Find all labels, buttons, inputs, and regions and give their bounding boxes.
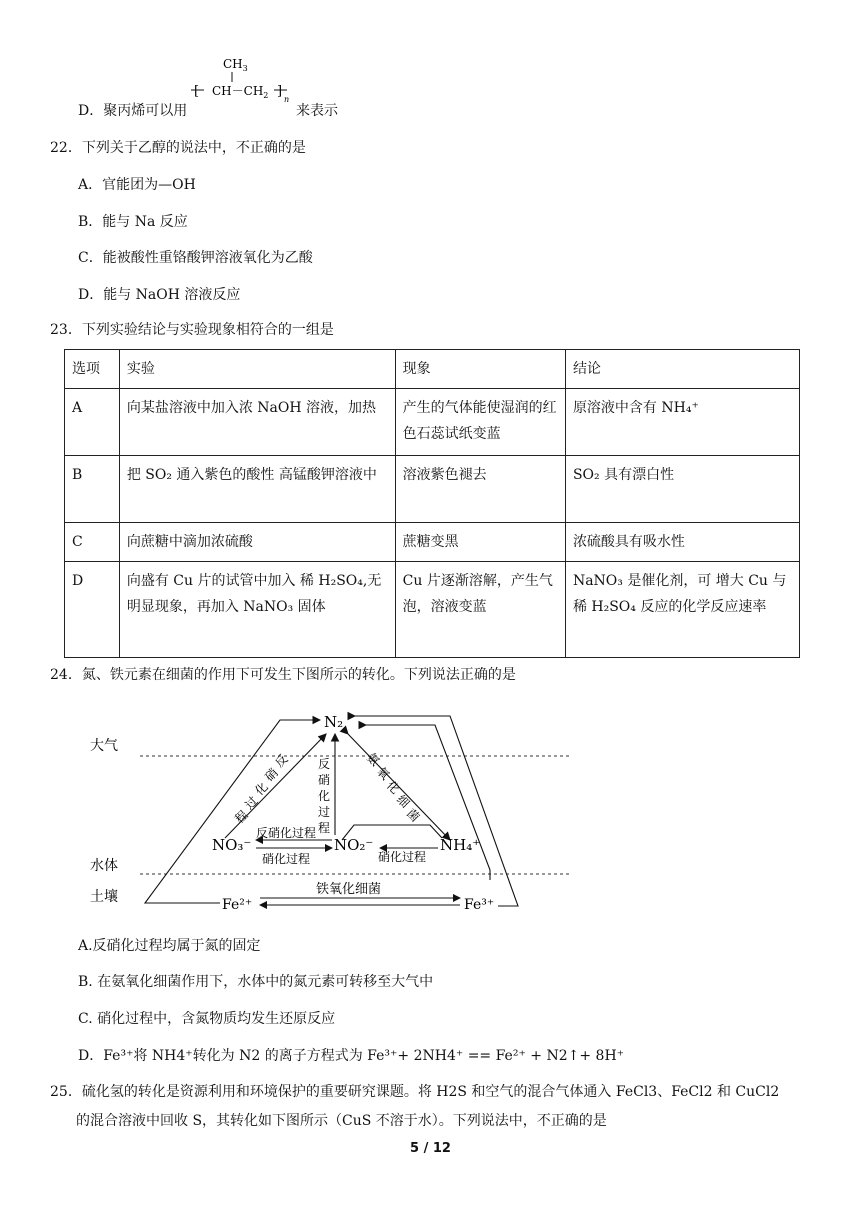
label-nit-horizontal-1: 硝化过程 xyxy=(262,852,311,866)
q25-line-2: 的混合溶液中回收 S，其转化如下图所示（CuS 不溶于水）。下列说法中，不正确的是 xyxy=(76,1113,607,1129)
row-experiment: 向某盐溶液中加入浓 NaOH 溶液，加热 xyxy=(119,389,395,456)
svg-text:氨: 氨 xyxy=(363,750,383,769)
svg-text:程: 程 xyxy=(318,821,331,835)
q25-line-1: 25．硫化氢的转化是资源利用和环境保护的重要研究课题。将 H2S 和空气的混合气体通入 FeCl3、FeCl2 和 CuCl2 xyxy=(50,1084,780,1100)
row-option: C xyxy=(65,523,120,562)
label-soil: 土壤 xyxy=(90,889,118,905)
row-experiment: 向盛有 Cu 片的试管中加入 稀 H₂SO₄,无明显现象，再加入 NaNO₃ 固体 xyxy=(119,562,395,658)
q23-stem: 23．下列实验结论与实验现象相符合的一组是 xyxy=(50,322,334,338)
table-row xyxy=(65,562,800,658)
svg-text:细: 细 xyxy=(393,792,413,811)
q22-stem: 22．下列关于乙醇的说法中，不正确的是 xyxy=(50,140,306,156)
label-denit-slanted xyxy=(232,752,290,826)
poly-ch3: $CH_3$ xyxy=(223,57,248,73)
header-phenomenon: 现象 xyxy=(395,350,565,389)
label-ammonia-oxidizing xyxy=(364,750,423,824)
q21-option-d-text: D．聚丙烯可以用 xyxy=(78,103,188,119)
row-conclusion: NaNO₃ 是催化剂，可 增大 Cu 与稀 H₂SO₄ 反应的化学反应速率 xyxy=(565,562,799,658)
svg-text:硝: 硝 xyxy=(262,765,281,785)
row-option: D xyxy=(65,562,120,658)
label-denit-vertical xyxy=(318,757,330,835)
label-water: 水体 xyxy=(90,858,118,874)
row-option: A xyxy=(65,389,120,456)
q21-option-d-suffix: 来表示 xyxy=(296,103,338,119)
svg-text:化: 化 xyxy=(252,779,271,799)
poly-bracket-left: [ xyxy=(194,84,200,99)
nitrogen-iron-cycle-diagram xyxy=(70,700,590,920)
label-atmosphere: 大气 xyxy=(90,738,118,754)
svg-text:程: 程 xyxy=(232,807,251,827)
q21-option-d xyxy=(78,100,187,120)
page-number: 5 / 12 xyxy=(410,1141,451,1156)
q22-option-b: B．能与 Na 反应 xyxy=(78,214,188,230)
table-row xyxy=(65,456,800,523)
header-option: 选项 xyxy=(65,350,120,389)
svg-text:化: 化 xyxy=(383,778,403,797)
q24-option-d: D．Fe³⁺将 NH4⁺转化为 N2 的离子方程式为 Fe³⁺+ 2NH4⁺ == Fe²⁺ + N2↑+ 8H⁺ xyxy=(78,1048,625,1064)
row-conclusion: 浓硫酸具有吸水性 xyxy=(565,523,799,562)
svg-text:过: 过 xyxy=(318,805,331,819)
q22-option-d: D．能与 NaOH 溶液反应 xyxy=(78,287,241,303)
q24-option-b: B. 在氨氧化细菌作用下，水体中的氮元素可转移至大气中 xyxy=(78,974,434,990)
svg-text:菌: 菌 xyxy=(403,806,423,825)
label-iron-bacteria: 铁氧化细菌 xyxy=(316,882,382,897)
species-nh4: NH₄⁺ xyxy=(440,836,481,854)
row-experiment: 向蔗糖中滴加浓硫酸 xyxy=(119,523,395,562)
row-phenomenon: 产生的气体能使湿润的红色石蕊试纸变蓝 xyxy=(395,389,565,456)
svg-text:反: 反 xyxy=(318,757,331,771)
q24-option-a: A.反硝化过程均属于氮的固定 xyxy=(78,938,261,954)
svg-text:反: 反 xyxy=(272,751,291,771)
species-fe2: Fe²⁺ xyxy=(222,897,253,913)
row-experiment: 把 SO₂ 通入紫色的酸性 高锰酸钾溶液中 xyxy=(119,456,395,523)
row-phenomenon: 溶液紫色褪去 xyxy=(395,456,565,523)
label-denit-horizontal: 反硝化过程 xyxy=(256,826,317,840)
svg-text:化: 化 xyxy=(318,789,331,803)
svg-text:过: 过 xyxy=(242,793,261,813)
header-experiment: 实验 xyxy=(119,350,395,389)
arrow-fe2-to-n2 xyxy=(145,720,320,903)
arrow-n2-fe3 xyxy=(355,716,518,906)
poly-n: n xyxy=(284,95,290,104)
row-option: B xyxy=(65,456,120,523)
q22-option-a: A．官能团为—OH xyxy=(78,177,196,193)
q23-table xyxy=(64,349,800,658)
q22-option-c: C．能被酸性重铬酸钾溶液氧化为乙酸 xyxy=(78,250,313,266)
poly-bracket-right: ] xyxy=(277,84,283,99)
row-conclusion: SO₂ 具有漂白性 xyxy=(565,456,799,523)
species-fe3: Fe³⁺ xyxy=(464,897,495,913)
table-header-row xyxy=(65,350,800,389)
header-conclusion: 结论 xyxy=(565,350,799,389)
species-n2: N₂ xyxy=(324,713,344,731)
svg-text:氧: 氧 xyxy=(373,764,393,783)
table-row xyxy=(65,389,800,456)
row-conclusion: 原溶液中含有 NH₄⁺ xyxy=(565,389,799,456)
species-no3: NO₃⁻ xyxy=(212,836,252,854)
row-phenomenon: Cu 片逐渐溶解，产生气泡，溶液变蓝 xyxy=(395,562,565,658)
species-no2: NO₂⁻ xyxy=(334,836,374,854)
poly-chain: $CH-CH_2$ xyxy=(212,84,269,100)
label-nit-horizontal-2: 硝化过程 xyxy=(378,850,427,864)
q24-stem: 24．氮、铁元素在细菌的作用下可发生下图所示的转化。下列说法正确的是 xyxy=(50,667,516,683)
table-row xyxy=(65,523,800,562)
svg-text:硝: 硝 xyxy=(318,773,331,787)
polypropylene-structure xyxy=(190,52,300,110)
row-phenomenon: 蔗糖变黑 xyxy=(395,523,565,562)
q24-option-c: C. 硝化过程中，含氮物质均发生还原反应 xyxy=(78,1011,336,1027)
